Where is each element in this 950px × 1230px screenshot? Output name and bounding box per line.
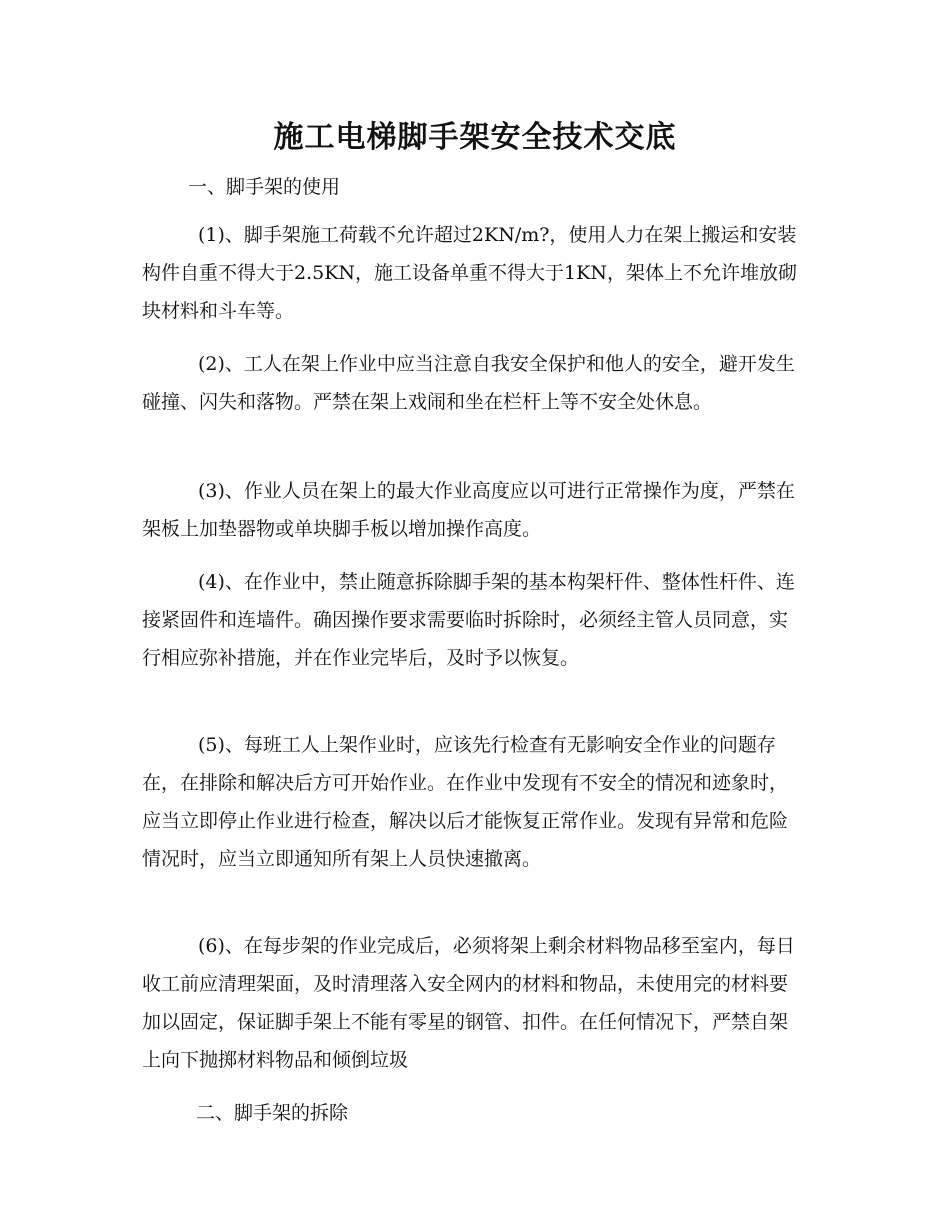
paragraph-2: (2)、工人在架上作业中应当注意自我安全保护和他人的安全，避开发生碰撞、闪失和落物。严禁在架上戏闹和坐在栏杆上等不安全处休息。 [142,353,795,413]
section-heading-dismantling: 二、脚手架的拆除 [196,1102,349,1124]
paragraph-1: (1)、脚手架施工荷载不允许超过2KN/m?，使用人力在架上搬运和安装构件自重不得大于2.5KN，施工设备单重不得大于1KN，架体上不允许堆放砌块材料和斗车等。 [142,224,797,322]
paragraph-5: (5)、每班工人上架作业时，应该先行检查有无影响安全作业的问题存在，在排除和解决后方可开始作业。在作业中发现有不安全的情况和迹象时，应当立即停止作业进行检查，解决以后才能恢复正常作业。发现有异常和危险情况时，应当立即通知所有架上人员快速撤离。 [142,734,789,870]
document-title: 施工电梯脚手架安全技术交底 [273,120,677,155]
section-heading-usage: 一、脚手架的使用 [188,176,341,198]
paragraph-6: (6)、在每步架的作业完成后，必须将架上剩余材料物品移至室内，每日收工前应清理架面，及时清理落入安全网内的材料和物品，未使用完的材料要加以固定，保证脚手架上不能有零星的钢管、扣件。在任何情况下，严禁自架上向下抛掷材料物品和倾倒垃圾 [142,935,795,1071]
paragraph-3: (3)、作业人员在架上的最大作业高度应以可进行正常操作为度，严禁在架板上加垫器物或单块脚手板以增加操作高度。 [142,480,795,540]
paragraph-4: (4)、在作业中，禁止随意拆除脚手架的基本构架杆件、整体性杆件、连接紧固件和连墙件。确因操作要求需要临时拆除时，必须经主管人员同意，实行相应弥补措施，并在作业完毕后，及时予以恢复。 [142,571,795,669]
